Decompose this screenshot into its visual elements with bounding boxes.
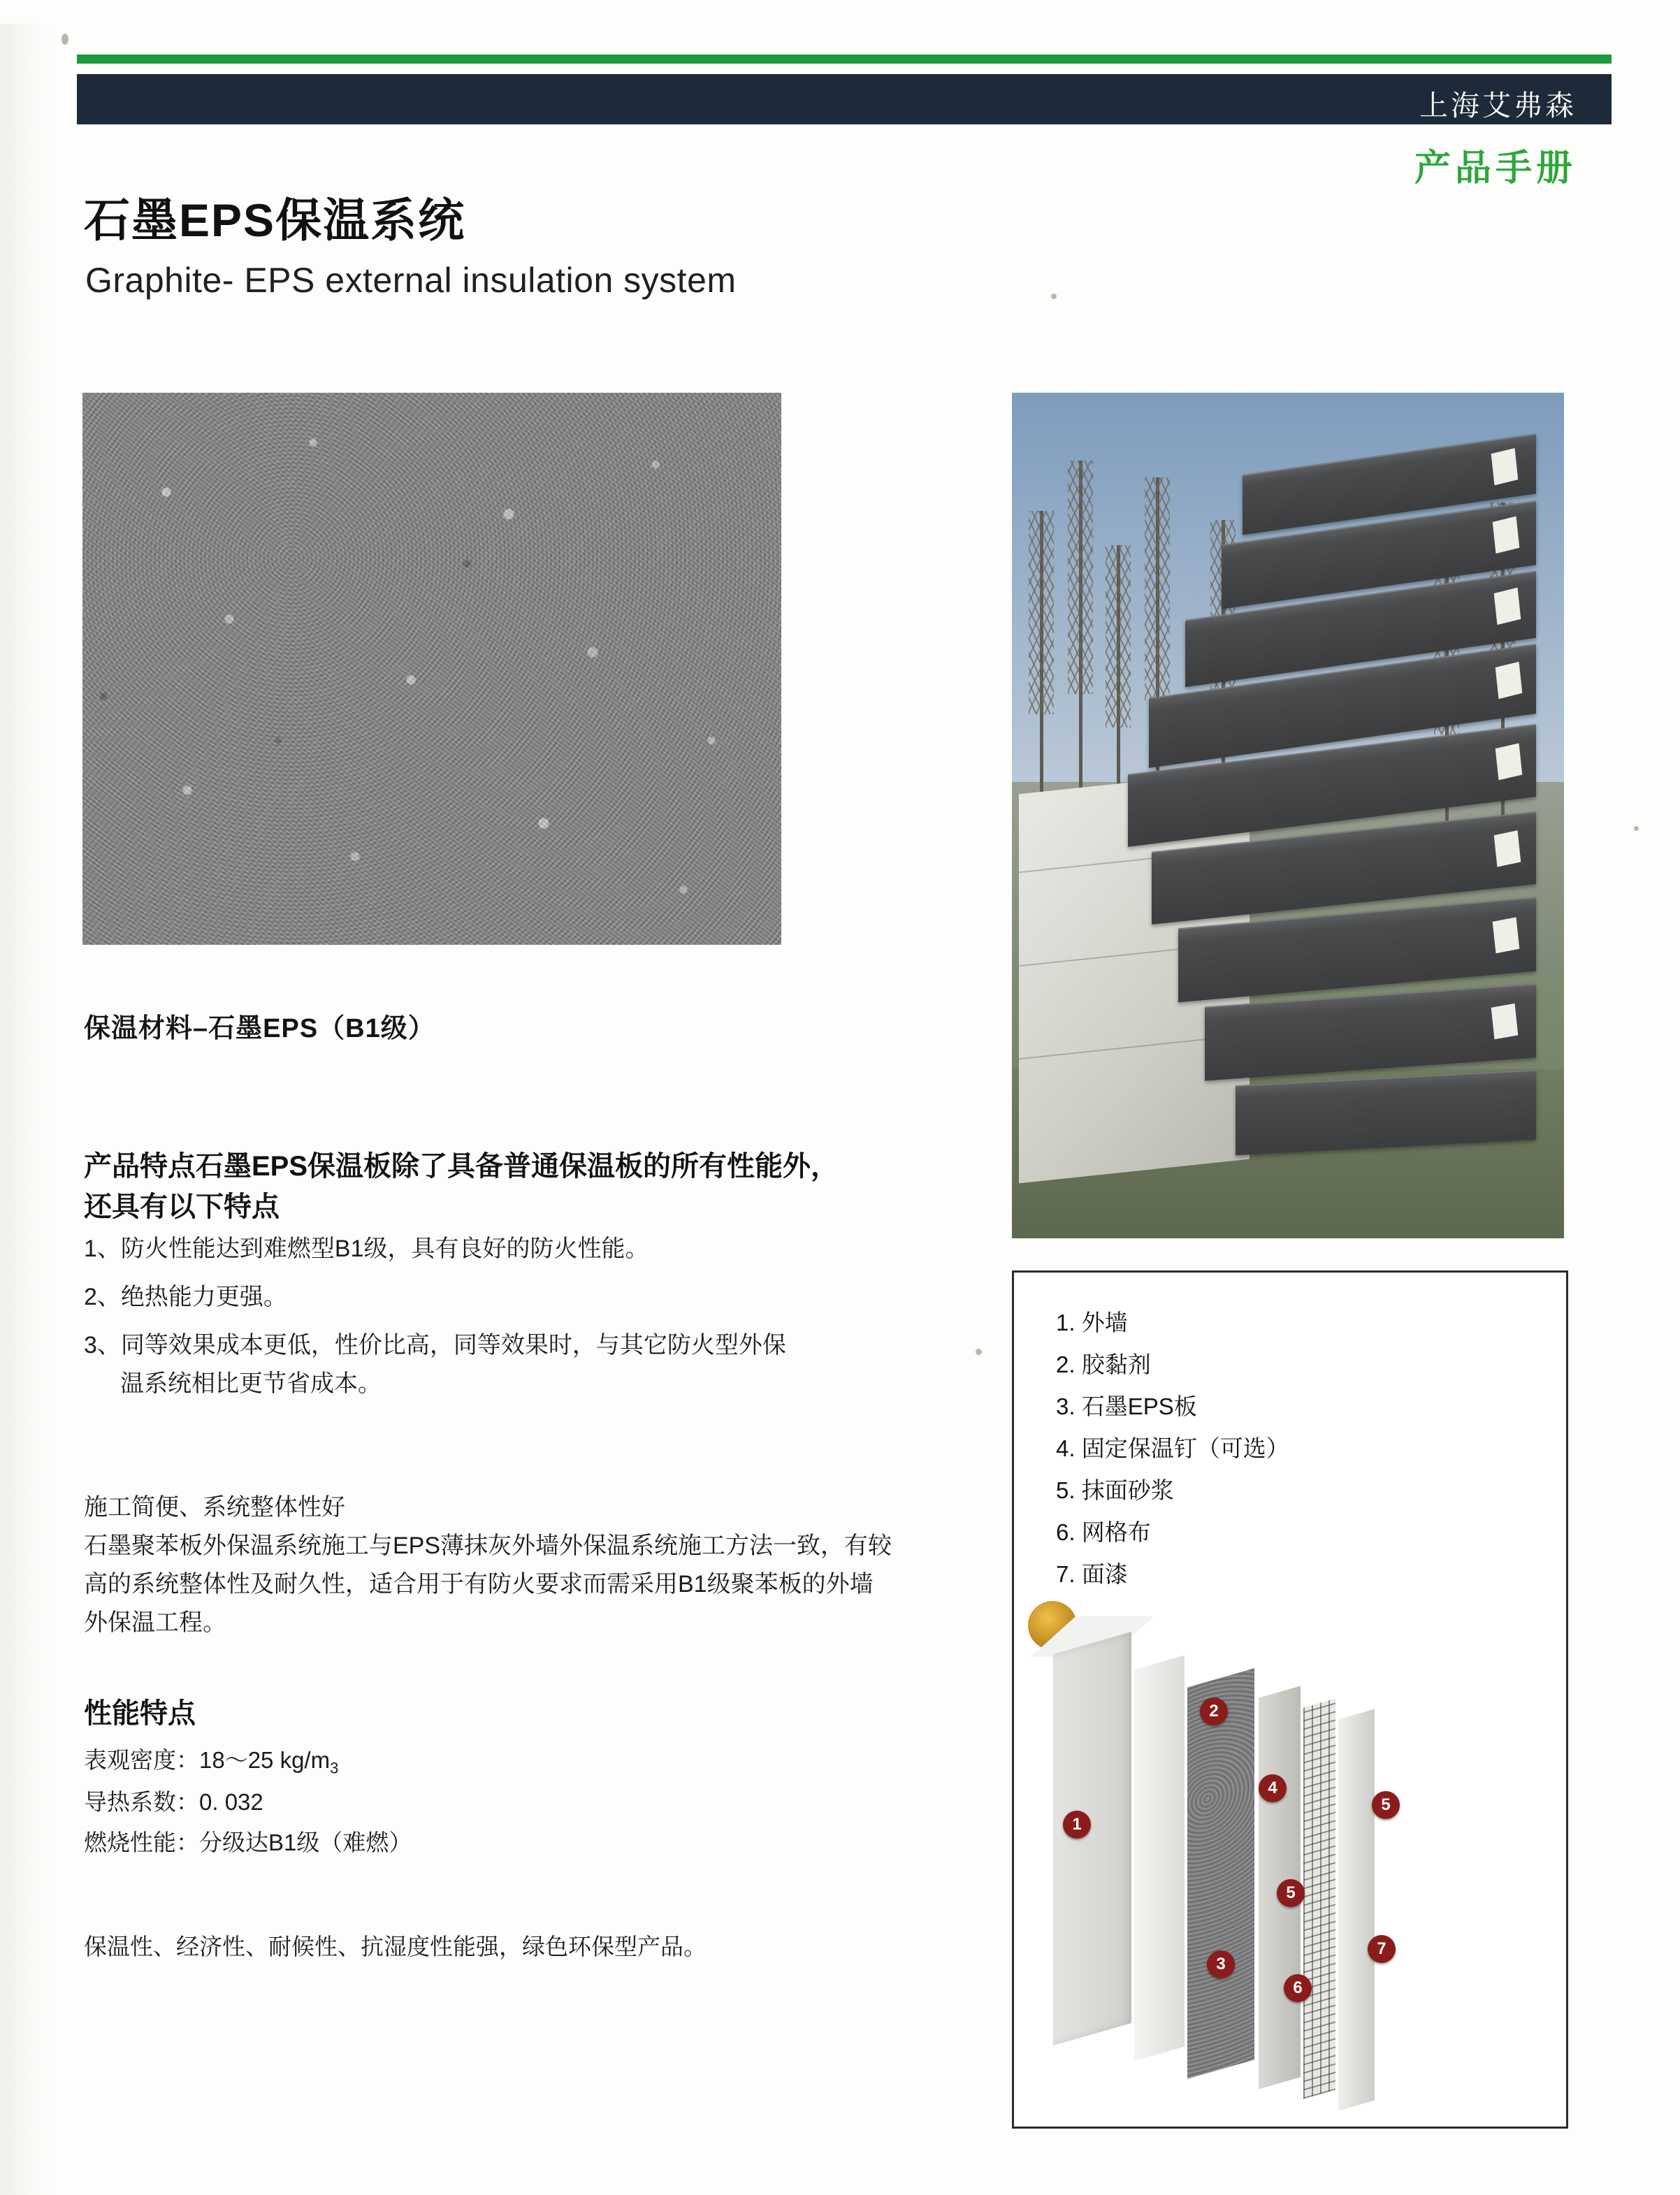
scan-speck <box>976 1349 982 1355</box>
scan-speck <box>1634 826 1639 831</box>
callout-5-lower: 5 <box>1277 1879 1305 1907</box>
bullet-text: 绝热能力更强。 <box>120 1284 287 1311</box>
finish-paint-layer <box>1338 1709 1375 2111</box>
list-item <box>84 1278 874 1317</box>
callout-7: 7 <box>1368 1935 1396 1963</box>
board-tag <box>1491 448 1519 485</box>
feature-bullet-list <box>84 1230 874 1413</box>
legend-item: 1. 外墙 <box>1056 1310 1128 1335</box>
scan-edge-top <box>0 0 1680 24</box>
product-features-lead: 产品特点石墨EPS保温板除了具备普通保温板的所有性能外，还具有以下特点 <box>84 1151 839 1222</box>
construction-body: 石墨聚苯板外保温系统施工与EPS薄抹灰外墙外保温系统施工方法一致，有较高的系统整体性及耐久性，适合用于有防火要求而需采用B1级聚苯板的外墙外保温工程。 <box>84 1533 892 1637</box>
spec-value: 18～25 kg/m <box>199 1747 331 1773</box>
callout-5-upper: 5 <box>1372 1791 1400 1819</box>
board-tag <box>1494 588 1521 625</box>
graphite-eps-board-layer <box>1187 1668 1254 2079</box>
bullet-text: 防火性能达到难燃型B1级，具有良好的防火性能。 <box>120 1236 649 1262</box>
legend-item: 2. 胶黏剂 <box>1056 1352 1151 1378</box>
board-tag <box>1494 830 1521 867</box>
exterior-wall-layer <box>1053 1632 1131 2045</box>
scan-speck <box>1051 294 1057 299</box>
page-title-en: Graphite- EPS external insulation system <box>85 261 737 300</box>
spec-value: 分级达B1级（难燃） <box>199 1829 412 1855</box>
callout-1: 1 <box>1063 1811 1091 1839</box>
callout-4: 4 <box>1259 1774 1287 1802</box>
photo-caption: 保温材料–石墨EPS（B1级） <box>84 1014 435 1043</box>
board-tag <box>1493 917 1520 953</box>
callout-2: 2 <box>1200 1697 1228 1725</box>
bullet-number: 3、 <box>84 1332 121 1359</box>
bullet-number: 2、 <box>84 1284 121 1311</box>
header-dark-band <box>77 74 1612 124</box>
legend-item: 7. 面漆 <box>1056 1561 1128 1588</box>
header-green-rule <box>77 55 1612 64</box>
mesh-cloth-layer <box>1303 1698 1335 2099</box>
graphite-board <box>1205 983 1536 1080</box>
spec-value: 0. 032 <box>199 1789 263 1816</box>
photo-grain-overlay <box>82 393 781 945</box>
layer-legend <box>1056 1302 1289 1595</box>
brand-name: 上海艾弗森 <box>1419 89 1577 122</box>
scan-edge-left <box>0 0 55 2195</box>
performance-spec-list <box>84 1740 853 1863</box>
adhesive-layer <box>1134 1656 1185 2062</box>
spec-label: 燃烧性能： <box>84 1829 199 1855</box>
graphite-eps-texture-photo <box>82 393 781 945</box>
stacked-boards-photo <box>1012 393 1564 1238</box>
spec-row <box>84 1740 853 1782</box>
legend-item: 6. 网格布 <box>1056 1519 1151 1546</box>
spec-label: 表观密度： <box>84 1747 199 1773</box>
board-tag <box>1496 744 1523 781</box>
construction-section <box>84 1488 895 1642</box>
callout-3: 3 <box>1207 1950 1235 1978</box>
callout-6: 6 <box>1284 1974 1312 2002</box>
bullet-text-continued: 温系统相比更节省成本。 <box>120 1370 382 1398</box>
closing-statement: 保温性、经济性、耐候性、抗湿度性能强，绿色环保型产品。 <box>84 1934 707 1959</box>
spec-label: 导热系数： <box>84 1789 199 1816</box>
board-tag <box>1496 662 1523 699</box>
system-layers-panel <box>1012 1270 1568 2129</box>
spec-row <box>84 1782 853 1823</box>
scan-speck <box>61 34 68 45</box>
page-title-cn: 石墨EPS保温系统 <box>84 194 466 246</box>
list-item <box>84 1230 874 1268</box>
construction-heading: 施工简便、系统整体性好 <box>84 1494 345 1521</box>
bullet-number: 1、 <box>84 1236 121 1262</box>
legend-item: 4. 固定保温钉（可选） <box>1056 1435 1289 1462</box>
board-tag <box>1493 516 1520 553</box>
spec-row <box>84 1823 853 1863</box>
exploded-layer-diagram <box>1028 1601 1552 2104</box>
manual-label: 产品手册 <box>1414 148 1577 189</box>
list-item <box>84 1326 874 1403</box>
spec-unit-exponent: 3 <box>330 1759 339 1777</box>
legend-item: 3. 石墨EPS板 <box>1056 1393 1197 1420</box>
legend-item: 5. 抹面砂浆 <box>1056 1477 1174 1504</box>
board-tag <box>1491 1004 1519 1039</box>
performance-heading: 性能特点 <box>84 1698 196 1729</box>
bullet-text: 同等效果成本更低，性价比高，同等效果时，与其它防火型外保 <box>120 1332 786 1359</box>
